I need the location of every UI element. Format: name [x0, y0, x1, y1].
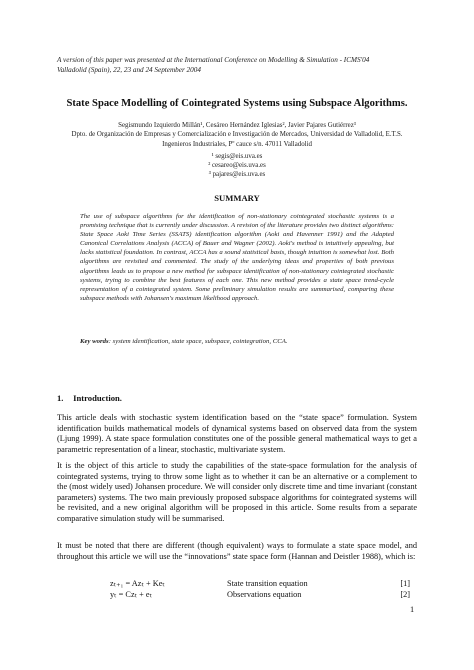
- equation-2-number: [2]: [400, 590, 410, 599]
- paper-title: State Space Modelling of Cointegrated Systems using Subspace Algorithms.: [66, 98, 408, 109]
- equation-observations: [110, 589, 410, 600]
- intro-paragraph-1: This article deals with stochastic system identification based on the “state space” formulation. System identification builds mathematical models of dynamical systems based on observed data from the system (Ljung 1999). A state space formulation constitutes one of the possible general mathematical ways to get a parametric representation of a linear, stochastic, multivariate system.: [57, 413, 417, 454]
- intro-paragraph-3: It must be noted that there are different (though equivalent) ways to formulate a state space model, and throughout this article we will use the “innovations” state space form (Hannan and Deistler 1988), which is:: [57, 541, 417, 561]
- section-number: 1.: [57, 393, 64, 403]
- author-affiliation: Dpto. de Organización de Empresas y Comercialización e Investigación de Mercados, Universidad de Valladolid, E.T.S. Ingenieros Industriales, Pº cauce s/n. 47011 Valladolid: [71, 131, 403, 148]
- email-3[interactable]: ³ pajares@eis.uva.es: [208, 171, 266, 179]
- author-names: Segismundo Izquierdo Millán¹, Cesáreo Hernández Iglesias², Javier Pajares Gutiérrez³: [118, 122, 356, 129]
- keywords-label: Key words: [80, 338, 109, 345]
- equation-2-formula: yₜ = Czₜ + eₜ: [110, 590, 153, 599]
- equation-1-description: State transition equation: [227, 579, 308, 588]
- email-1[interactable]: ¹ segis@eis.uva.es: [211, 153, 263, 160]
- section-title: Introduction.: [73, 393, 122, 403]
- email-2[interactable]: ² cesareo@eis.uva.es: [208, 162, 266, 170]
- intro-paragraph-2: It is the object of this article to study the capabilities of the state-space formulation for the analysis of cointegrated systems, trying to throw some light as to whether it can be an alternative or a complement to the (most widely used) Johansen procedure. We will consider only discrete time and time invariant (constant parameters) systems. The two main previously proposed subspace algorithms for cointegrated systems will be revisited, and a new original algorithm will be proposed in this article. Some results from a separate comparative simulation study will be summarised.: [57, 461, 417, 523]
- keywords-text: : system identification, state space, subspace, cointegration, CCA.: [108, 338, 288, 345]
- equation-state-transition: [110, 578, 410, 589]
- conference-note: [57, 55, 427, 75]
- conference-note-line1: A version of this paper was presented at the International Conference on Modelling & Simulation - ICMS'04: [57, 56, 370, 64]
- equation-2-description: Observations equation: [227, 590, 302, 599]
- author-emails: [60, 152, 414, 180]
- conference-note-line2: Valladolid (Spain), 22, 23 and 24 September 2004: [57, 66, 201, 74]
- author-block: [60, 121, 414, 149]
- summary-heading: SUMMARY: [214, 193, 260, 203]
- abstract-text: The use of subspace algorithms for the identification of non-stationary cointegrated stochastic systems is a promising technique that is currently under discussion. A revision of the literature provides two distinct algorithms: State Space Aoki Time Series (SSATS) identification algorithm (Aoki and Havenner 1991) and the Adapted Canonical Correlations Analysis (ACCA) of Bauer and Wagner (2002). Aoki's method is intuitively appealing, but lacks statistical foundation. In contrast, ACCA has a sound statistical basis, though intuition is somewhat lost. Both algorithms are revisited and commented. The study of the underlying ideas and properties of both previous algorithms leads us to propose a new method for subspace identification of non-stationary cointegrated stochastic systems, trying to combine the best features of each one. This new method provides a state space trend-cycle representation of a cointegrated system. Some preliminary simulation results are summarised, comparing these subspace methods with Johansen's maximum likelihood approach.: [80, 213, 394, 302]
- page-number: 1: [410, 605, 415, 614]
- section-heading: [57, 393, 357, 404]
- equation-1-number: [1]: [400, 579, 410, 588]
- equation-1-formula: zₜ₊₁ = Azₜ + Keₜ: [110, 579, 165, 588]
- keywords: [80, 337, 394, 346]
